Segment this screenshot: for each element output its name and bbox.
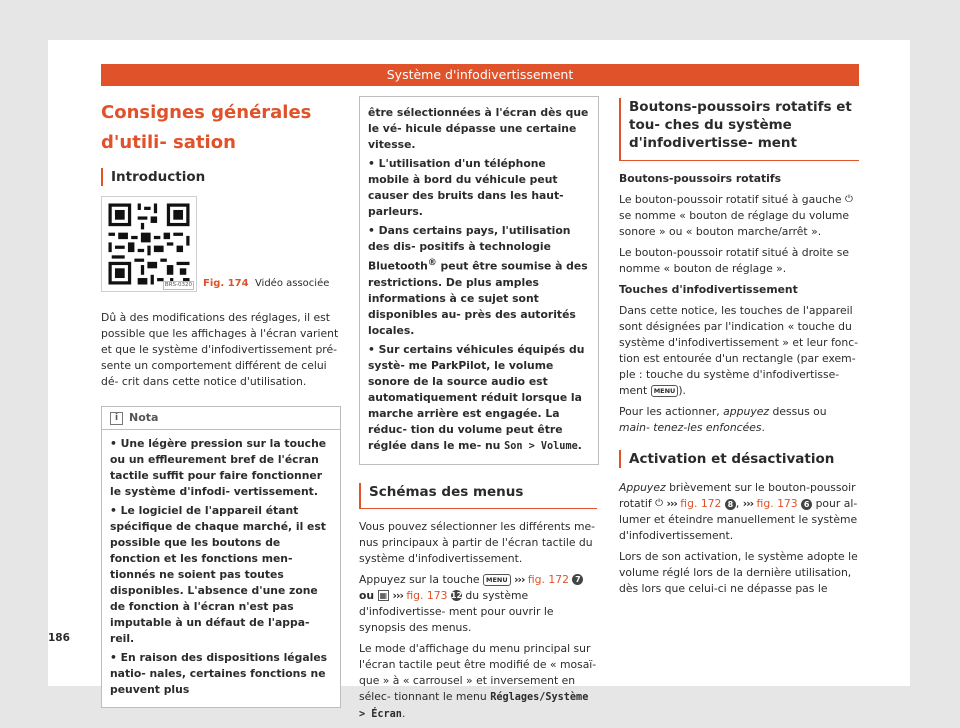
activation-heading: Activation et désactivation — [619, 450, 859, 468]
info-icon: i — [110, 412, 123, 425]
figure-number: Fig. 174 — [203, 278, 249, 289]
rotary-para-1-b: se nomme « bouton de réglage du volume sonore » ou « bouton marche/arrêt ». — [619, 209, 850, 238]
callout-badge-8: 8 — [725, 499, 736, 510]
figure-code: BRS-0320 — [164, 282, 192, 288]
fig-172-link[interactable]: fig. 172 — [527, 572, 570, 586]
activation-para-1: Appuyez brièvement sur le bouton-poussoir rotatif ⏻ ››› fig. 172 8 , ››› fig. 173 6 pour al- lumer et éteindre manuellement le système d'infodivertissement. — [619, 481, 858, 542]
activation-em: Appuyez — [619, 481, 666, 494]
power-icon: ⏻ — [844, 194, 853, 205]
menus-para-1: Vous pouvez sélectionner les différents me- nus principaux à partir de l'écran tactile du système d'infodivertissement. — [359, 519, 596, 565]
rotary-para-1-a: Le bouton-poussoir rotatif situé à gauche — [619, 193, 842, 206]
note-item-6 — [368, 342, 590, 455]
qr-code[interactable] — [101, 196, 197, 292]
menus-para-2-b: du système d'infodivertisse- ment pour ouvrir le synopsis des menus. — [359, 588, 554, 634]
arrow-ref: ››› — [666, 497, 677, 510]
note-item-1: • Une légère pression sur la touche ou un effleurement bref de l'écran tactile suffit pour faire fonctionner le système d'infodi- vertissement. — [110, 437, 327, 498]
activation-para-1-b: pour al- lumer et éteindre manuellement le système d'infodivertissement. — [619, 497, 858, 542]
actuate-para-a: Pour les actionner, — [619, 405, 724, 418]
actuate-para-c: . — [761, 421, 765, 434]
menus-para-2-a: Appuyez sur la touche — [359, 572, 480, 586]
menu-diagrams-heading: Schémas des menus — [359, 483, 599, 509]
column-3 — [619, 96, 859, 602]
menu-button-icon: MENU — [483, 574, 511, 586]
actuate-para — [619, 404, 859, 436]
main-heading: Consignes générales d'utili- sation — [101, 102, 312, 153]
menus-para-3 — [359, 641, 599, 723]
menu-path-volume: Son > Volume — [504, 440, 578, 452]
rotary-para-2: Le bouton-poussoir rotatif situé à droite se nomme « bouton de réglage ». — [619, 246, 849, 275]
actuate-em-1: appuyez — [723, 405, 770, 418]
keys-para — [619, 303, 859, 399]
rotary-para-1 — [619, 192, 859, 240]
note-item-5 — [368, 223, 590, 339]
section-header: Système d'infodivertissement — [101, 64, 859, 86]
note-title: Nota — [129, 411, 159, 424]
actuate-em-2: main- tenez-les enfoncées — [619, 421, 762, 434]
note-continued-text: être sélectionnées à l'écran dès que le vé- hicule dépasse une certaine vitesse. — [368, 106, 589, 151]
note-box-continued — [359, 96, 599, 465]
menus-para-3-end: . — [401, 706, 406, 720]
arrow-ref: ››› — [742, 497, 754, 510]
callout-badge-12: 12 — [450, 591, 463, 601]
keys-para-a: Dans cette notice, les touches de l'appareil sont désignées par l'indication « touche du système d'infodivertissement » et leur fonc- tion est entourée d'un rectangle (par exem- ple : touche du système d'infodivertisse- ment — [619, 304, 859, 397]
activation-para-1-a: brièvement sur le bouton-poussoir rotatif — [619, 481, 856, 510]
actuate-para-b: dessus ou — [769, 405, 827, 418]
figure-caption — [203, 277, 329, 292]
menu-button-icon: MENU — [651, 385, 679, 397]
arrow-ref: ››› — [514, 572, 525, 586]
fig-172-link[interactable]: fig. 172 — [680, 497, 722, 510]
note-item-5-b: peut être soumise à des restrictions. De plus amples informations à ce sujet sont disponibles au- près des autorités locales. — [368, 259, 588, 337]
power-icon: ⏻ — [655, 498, 664, 509]
note-item-6-end: . — [577, 438, 582, 452]
introduction-heading: Introduction — [101, 168, 341, 186]
activation-para-2: Lors de son activation, le système adopte le volume réglé lors de la dernière utilisation, dès lors que celui-ci ne dépasse pas le — [619, 550, 858, 595]
keys-para-b: ). — [678, 384, 686, 397]
menus-para-3-a: Le mode d'affichage du menu principal sur l'écran tactile peut être modifié de « mosaï- que » à « carrousel » et inversement en sélec- tionnant le menu — [359, 641, 597, 703]
callout-badge-7: 7 — [572, 574, 583, 585]
note-item-2: • Le logiciel de l'appareil étant spécifique de chaque marché, il est possible que les boutons de fonction et les fonctions men- tionnés ne soient pas toutes disponibles. L'absence d'une zone de fonction à l'écran n'est pas imputable à un défaut de l'appa- reil. — [110, 504, 326, 645]
rotary-buttons-heading: Boutons-poussoirs rotatifs et tou- ches du système d'infodivertisse- ment — [619, 98, 859, 161]
registered-mark: ® — [427, 258, 437, 268]
figure-caption-text: Vidéo associée — [254, 278, 330, 289]
rotary-buttons-subheading: Boutons-poussoirs rotatifs — [619, 172, 781, 185]
arrow-ref: ››› — [392, 588, 403, 602]
qr-code-icon — [102, 197, 196, 291]
infotainment-keys-subheading: Touches d'infodivertissement — [619, 283, 798, 296]
note-item-3: • En raison des dispositions légales natio- nales, certaines fonctions ne peuvent plus — [110, 651, 328, 696]
grid-menu-icon: ▦ — [379, 591, 388, 601]
note-item-6-a: • Sur certains véhicules équipés du systè- me ParkPilot, le volume sonore de la source audio est automatiquement réduit lorsque la marche arrière est engagée. La réduc- tion du volume peut être réglée dans le me- nu — [368, 342, 585, 452]
fig-173-link[interactable]: fig. 173 — [756, 497, 798, 510]
note-box — [101, 406, 341, 708]
note-item-4: • L'utilisation d'un téléphone mobile à bord du véhicule peut causer des bruits dans les haut-parleurs. — [368, 157, 564, 218]
intro-paragraph: Dû à des modifications des réglages, il est possible que les affichages à l'écran varient et que le système d'infodivertissement pré- sente un comportement différent de celui dé- crit dans cette notice d'utilisation. — [101, 311, 339, 388]
note-item-5-a: • Dans certains pays, l'utilisation des dis- positifs à technologie Bluetooth — [368, 224, 571, 273]
page-number: 186 — [48, 632, 70, 644]
figure-174 — [101, 196, 341, 292]
note-header — [102, 407, 340, 430]
column-1 — [101, 96, 341, 708]
menu-path-screen: Réglages/Système > Écran — [359, 691, 589, 720]
callout-badge-6: 6 — [801, 499, 812, 510]
fig-173-link[interactable]: fig. 173 — [406, 588, 448, 602]
menus-para-2 — [359, 572, 599, 636]
or-word: ou — [359, 588, 375, 602]
column-2 — [359, 96, 599, 728]
